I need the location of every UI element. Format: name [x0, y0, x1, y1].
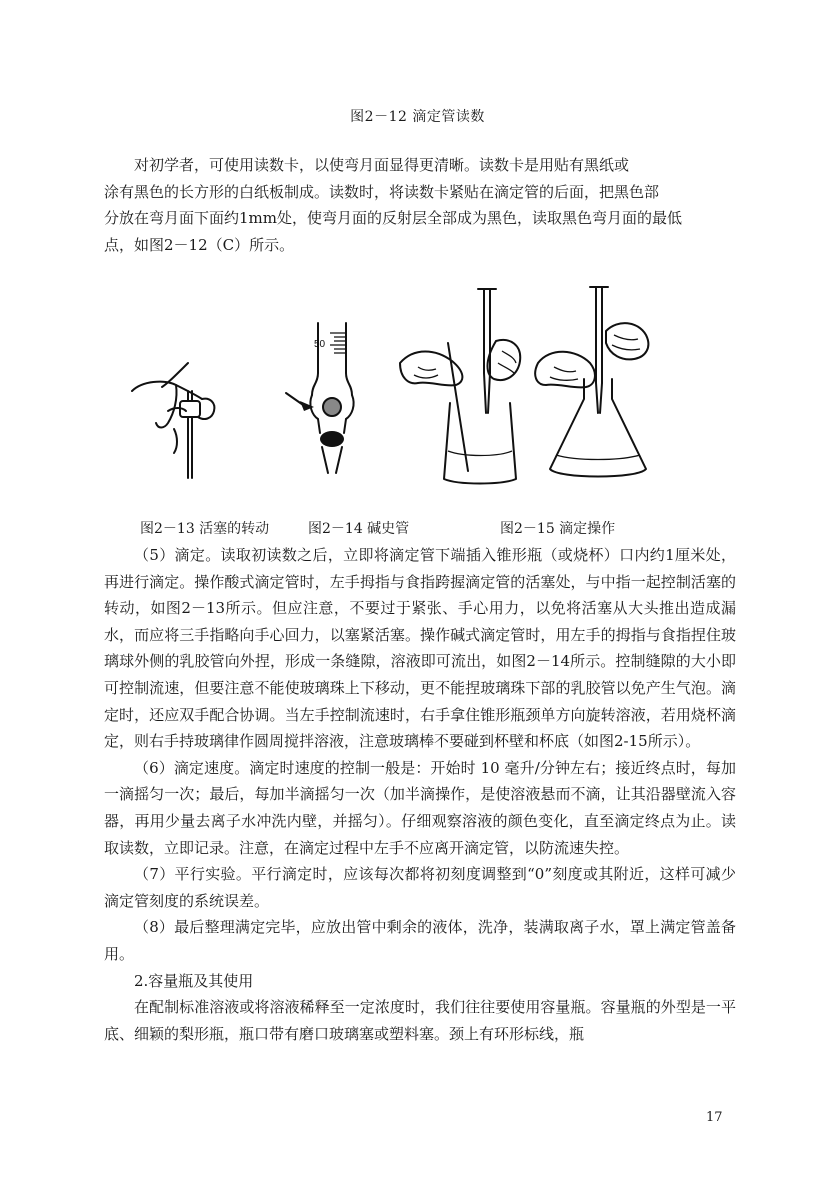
titration-figures [118, 283, 728, 493]
paragraph-titration-speed: （6）滴定速度。滴定时速度的控制一般是：开始时 10 毫升/分钟左右；接近终点时，每加一滴摇匀一次；最后，每加半滴摇匀一次（加半滴操作，是使溶液悬而不滴，让其沿器壁流入容器，再用少量去离子水冲洗内壁，并摇匀）。仔细观察溶液的颜色变化，直至滴定终点为止。读取读数，立即记录。注意，在滴定过程中左手不应离开滴定管，以防流速失控。 [104, 758, 736, 857]
paragraph-cleanup: （8）最后整理满定完毕，应放出管中剩余的液体，洗净，装满取离子水，罩上满定管盖备用。 [104, 918, 736, 963]
body-text [104, 542, 736, 1047]
burette-50-mark: 50 [314, 339, 326, 350]
figure-captions-row [140, 518, 740, 538]
beaker-titration-illustration [400, 289, 520, 484]
intro-line: 点，如图2－12（C）所示。 [104, 235, 295, 254]
base-burette-illustration [286, 323, 354, 473]
conical-flask-titration-illustration [535, 287, 648, 477]
figure-2-14-caption: 图2－14 碱史管 [308, 521, 410, 537]
page-number: 17 [706, 1110, 723, 1125]
intro-line: 分放在弯月面下面约1mm处，使弯月面的反射层全部成为黑色，读取黑色弯月面的最低 [104, 209, 682, 228]
intro-line: 对初学者，可使用读数卡，以使弯月面显得更清晰。读数卡是用贴有黑纸或 [134, 156, 630, 174]
figure-2-12-caption: 图2－12 滴定管读数 [350, 109, 485, 125]
stopcock-hand-illustration [132, 363, 214, 478]
intro-line: 涂有黑色的长方形的白纸板制成。读数时，将读数卡紧贴在滴定管的后面，把黑色部 [104, 182, 660, 201]
intro-paragraph [104, 152, 736, 258]
paragraph-volumetric-flask: 在配制标准溶液或将溶液稀释至一定浓度时，我们往往要使用容量瓶。容量瓶的外型是一平底、细颖的梨形瓶，瓶口带有磨口玻璃塞或塑料塞。颈上有环形标线，瓶 [104, 998, 736, 1043]
section-heading-volumetric-flask: 2.容量瓶及其使用 [134, 971, 254, 990]
paragraph-parallel-experiment: （7）平行实验。平行滴定时，应该每次都将初刻度调整到“0”刻度或其附近，这样可减少滴定管刻度的系统误差。 [104, 865, 736, 910]
figure-2-15-caption: 图2－15 滴定操作 [500, 521, 616, 537]
paragraph-titration: （5）滴定。读取初读数之后，立即将滴定管下端插入锥形瓶（或烧杯）口内约1厘米处，再进行滴定。操作酸式滴定管时，左手拇指与食指跨握滴定管的活塞处，与中指一起控制活塞的转动，如图2－13所示。但应注意，不要过于紧张、手心用力，以免将活塞从大头推出造成漏水，而应将三手指略向手心回力，以塞紧活塞。操作碱式滴定管时，用左手的拇指与食指捏住玻璃球外侧的乳胶管向外捏，形成一条缝隙，溶液即可流出，如图2－14所示。控制缝隙的大小即可控制流速，但要注意不能使玻璃珠上下移动，更不能捏玻璃珠下部的乳胶管以免产生气泡。滴定时，还应双手配合协调。当左手控制流速时，右手拿住锥形瓶颈单方向旋转溶液，若用烧杯滴定，则右手持玻璃律作圆周搅拌溶液，注意玻璃棒不要碰到杯壁和杯底（如图2-15所示）。 [104, 546, 736, 751]
figure-2-13-caption: 图2－13 活塞的转动 [140, 521, 270, 537]
